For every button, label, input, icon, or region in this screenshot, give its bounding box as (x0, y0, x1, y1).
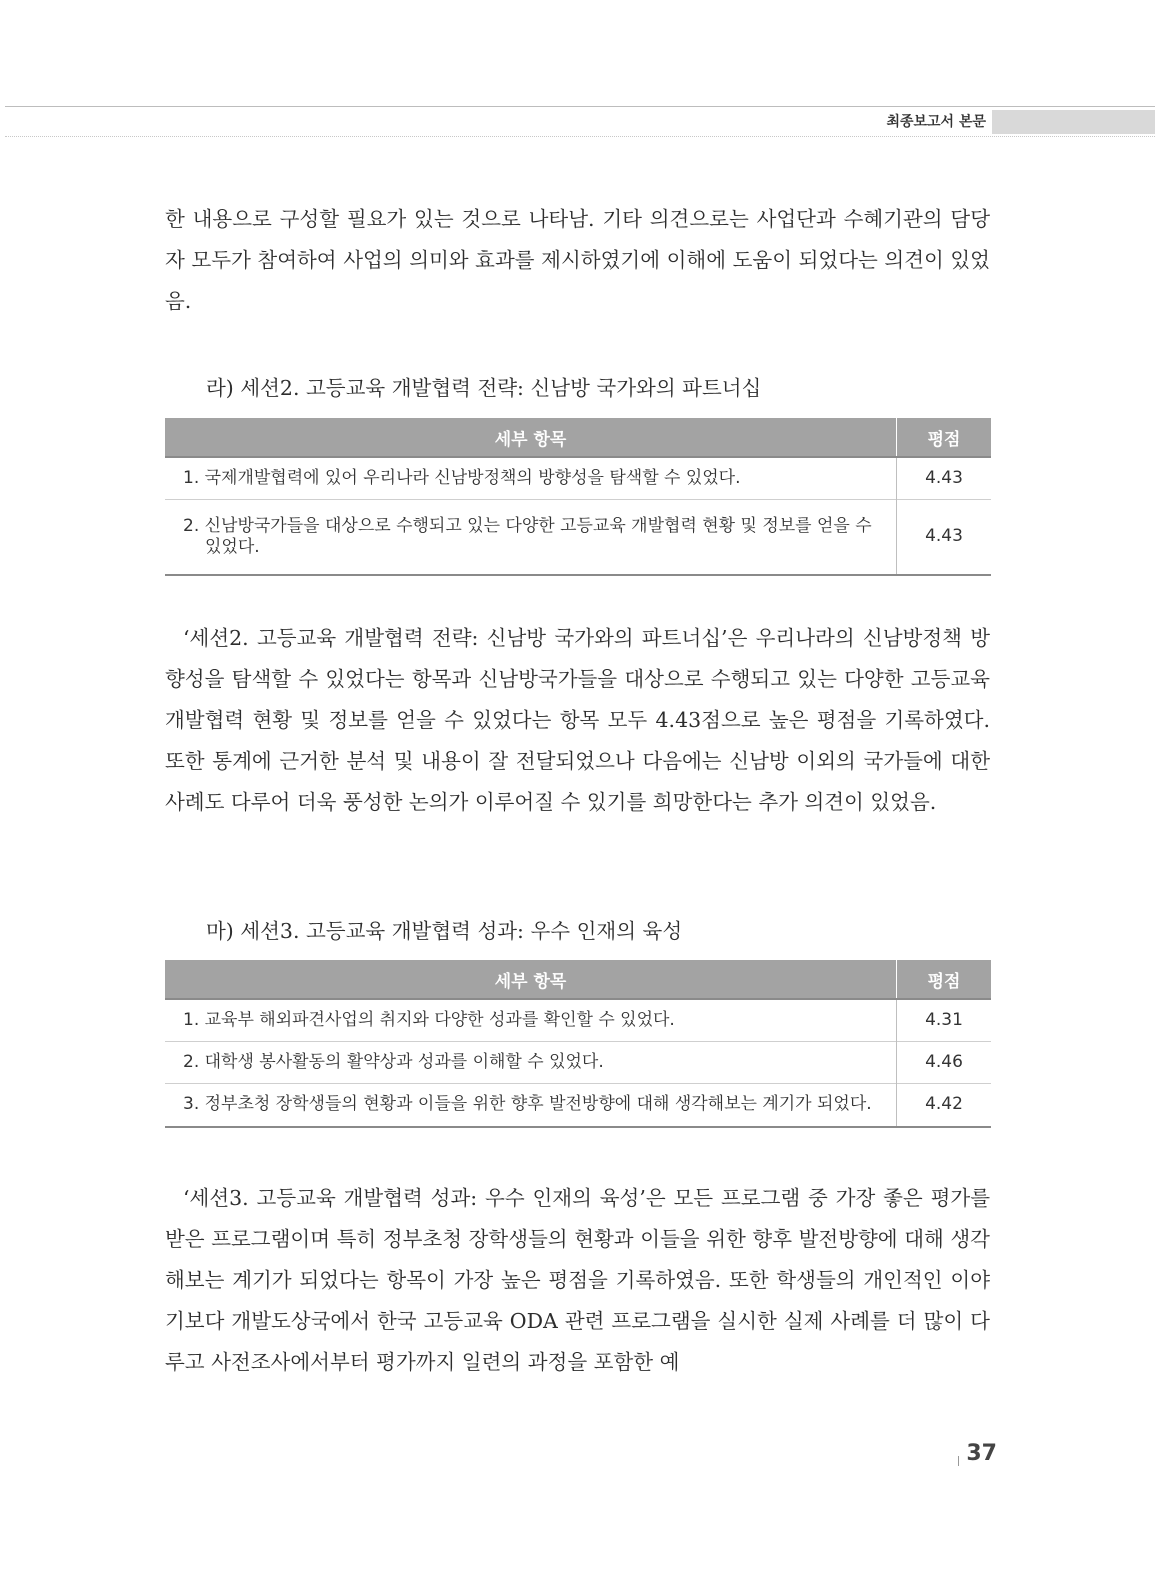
header-tab-box (992, 110, 1155, 134)
score-cell: 4.42 (897, 1083, 992, 1127)
running-header-title: 최종보고서 본문 (886, 114, 986, 130)
table-header-row (165, 960, 991, 999)
section-ra-paragraph: ‘세션2. 고등교육 개발협력 전략: 신남방 국가와의 파트너십’은 우리나라의 신남방정책 방향성을 탐색할 수 있었다는 항목과 신남방국가들을 대상으로 수행되고 있는 다양한 고등교육 개발협력 현황 및 정보를 얻을 수 있었다는 항목 모두 4.43점으로 높은 평점을 기록하였다. 또한 통계에 근거한 분석 및 내용이 잘 전달되었으나 다음에는 신남방 이외의 국가들에 대한 사례도 다루어 더욱 풍성한 논의가 이루어질 수 있기를 희망한다는 추가 의견이 있었음. (165, 626, 990, 814)
item-text: 2. 대학생 봉사활동의 활약상과 성과를 이해할 수 있었다. (183, 1051, 604, 1072)
section-ma-paragraph: ‘세션3. 고등교육 개발협력 성과: 우수 인재의 육성’은 모든 프로그램 중 가장 좋은 평가를 받은 프로그램이며 특히 정부초청 장학생들의 현황과 이들을 위한 향후 발전방향에 대해 생각해보는 계기가 되었다는 항목이 가장 높은 평점을 기록하였음. 또한 학생들의 개인적인 이야기보다 개발도상국에서 한국 고등교육 ODA 관련 프로그램을 실시한 실제 사례를 더 많이 다루고 사전조사에서부터 평가까지 일련의 과정을 포함한 예 (165, 1186, 990, 1374)
col-item-header: 세부 항목 (165, 418, 897, 457)
col-score-header: 평점 (897, 960, 992, 999)
table-header-row (165, 418, 991, 457)
col-score-header: 평점 (897, 418, 992, 457)
item-cell (165, 999, 897, 1041)
item-cell (165, 499, 897, 575)
table-row (165, 1041, 991, 1083)
item-cell (165, 457, 897, 499)
table-row (165, 1083, 991, 1127)
item-text: 3. 정부초청 장학생들의 현황과 이들을 위한 향후 발전방향에 대해 생각해보는 계기가 되었다. (183, 1094, 872, 1115)
intro-paragraph: 한 내용으로 구성할 필요가 있는 것으로 나타남. 기타 의견으로는 사업단과 수혜기관의 담당자 모두가 참여하여 사업의 의미와 효과를 제시하였기에 이해에 도움이 되었다는 의견이 있었음. (165, 207, 990, 313)
item-text: 2. 신남방국가들을 대상으로 수행되고 있는 다양한 고등교육 개발협력 현황 및 정보를 얻을 수 있었다. (183, 515, 872, 557)
section-ma-heading: 마) 세션3. 고등교육 개발협력 성과: 우수 인재의 육성 (206, 919, 683, 943)
item-text: 1. 국제개발협력에 있어 우리나라 신남방정책의 방향성을 탐색할 수 있었다. (183, 467, 741, 488)
section-ra-heading: 라) 세션2. 고등교육 개발협력 전략: 신남방 국가와의 파트너십 (206, 376, 762, 400)
header-dotted-rule (5, 136, 1155, 137)
item-text: 1. 교육부 해외파견사업의 취지와 다양한 성과를 확인할 수 있었다. (183, 1009, 675, 1030)
col-item-header: 세부 항목 (165, 960, 897, 999)
table-row (165, 999, 991, 1041)
page-number: 37 (966, 1441, 997, 1466)
table-row (165, 457, 991, 499)
score-cell: 4.43 (897, 457, 992, 499)
section-ma-table (165, 960, 991, 1128)
item-cell (165, 1041, 897, 1083)
table-row (165, 499, 991, 575)
score-cell: 4.46 (897, 1041, 992, 1083)
score-cell: 4.43 (897, 499, 992, 575)
section-ra-table (165, 418, 991, 576)
item-cell (165, 1083, 897, 1127)
score-cell: 4.31 (897, 999, 992, 1041)
header-rule (5, 106, 1155, 107)
